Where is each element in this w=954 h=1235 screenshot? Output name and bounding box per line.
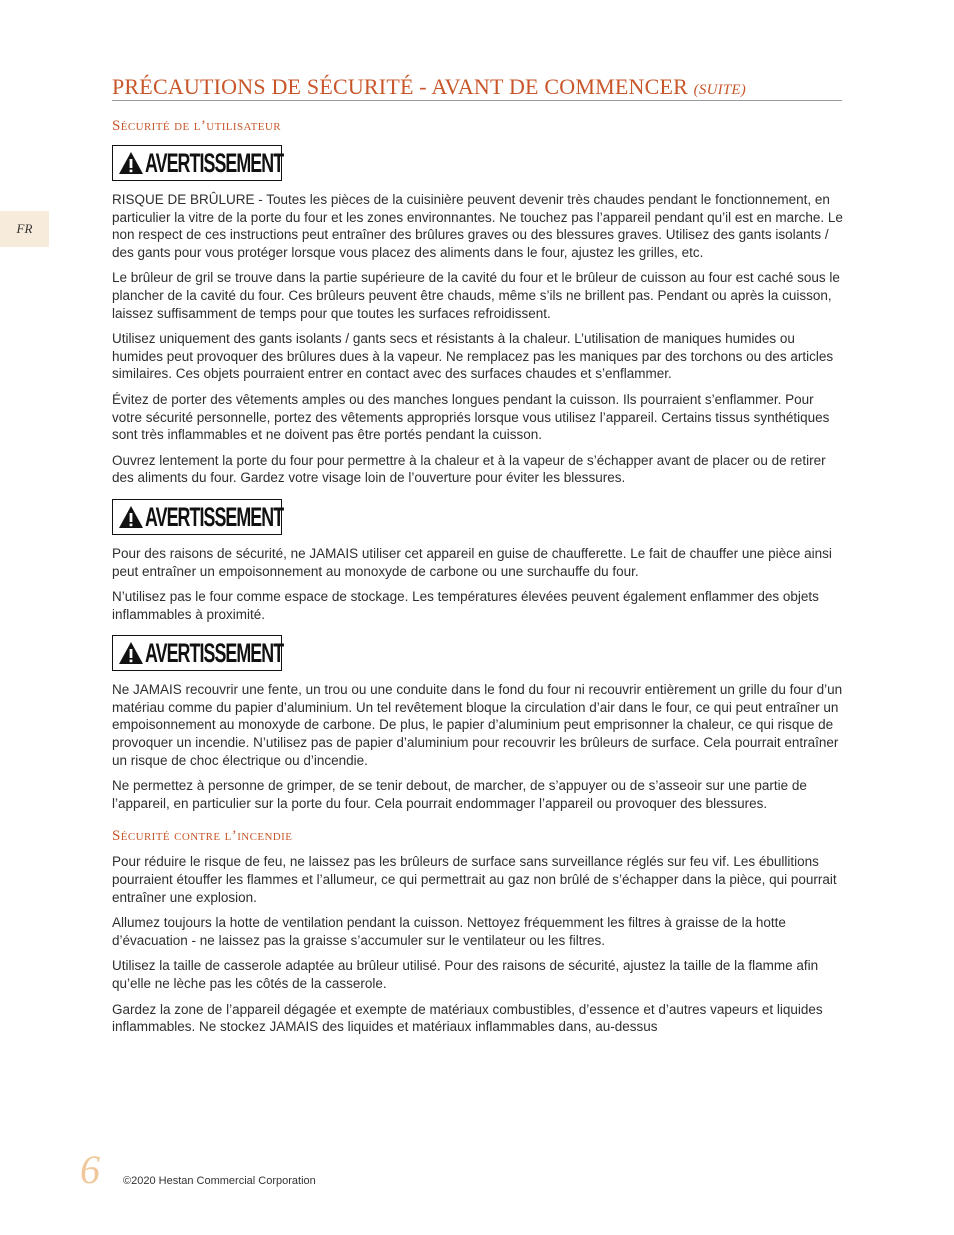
- warning-triangle-icon: [118, 641, 144, 665]
- warning-label: AVERTISSEMENT: [145, 501, 284, 532]
- warning-box: [112, 635, 282, 671]
- paragraph: Pour réduire le risque de feu, ne laissez pas les brûleurs de surface sans surveillance réglés sur feu vif. Les ébullitions pourraient étouffer les flammes et l’allumeur, ce qui permettrait au gaz non brûlé de s’échapper dans la pièce, qui pourrait entraîner une explosion.: [112, 854, 837, 905]
- warning-box: [112, 145, 282, 181]
- warning-label: AVERTISSEMENT: [145, 148, 284, 178]
- page-title-suffix: (SUITE): [693, 82, 746, 98]
- main-content: [112, 118, 844, 1044]
- paragraph: Gardez la zone de l’appareil dégagée et exempte de matériaux combustibles, d’essence et d’autres vapeurs et liquides inflammables. Ne stockez JAMAIS des liquides et matériaux inflammables dans, au-dessus: [112, 1001, 823, 1035]
- warning-triangle-icon: [118, 151, 144, 175]
- paragraph: Ne permettez à personne de grimper, de se tenir debout, de marcher, de s’appuyer ou de s’asseoir sur une partie de l’appareil, en particulier sur la porte du four. Cela pourrait endommager l’appareil ou provoquer des blessures.: [112, 778, 807, 811]
- paragraph: Allumez toujours la hotte de ventilation pendant la cuisson. Nettoyez fréquemment les filtres à graisse de la hotte d’évacuation - ne laissez pas la graisse s’accumuler sur le ventilateur ou les filtres.: [112, 915, 786, 948]
- page-title-text: PRÉCAUTIONS DE SÉCURITÉ - AVANT DE COMMENCER: [112, 74, 688, 99]
- paragraph: Le brûleur de gril se trouve dans la partie supérieure de la cavité du four et le brûleur de cuisson au four est caché sous le plancher de la cavité du four. Ces brûleurs peuvent être chauds, même s’ils ne brillent pas. Pendant ou après la cuisson, laissez suffisamment de temps pour que toutes les surfaces refroidissent.: [112, 270, 840, 321]
- title-rule: [112, 100, 842, 101]
- paragraph: Utilisez uniquement des gants isolants / gants secs et résistants à la chaleur. L’utilisation de maniques humides ou humides peut provoquer des brûlures dues à la vapeur. Ne remplacez pas les maniques par des torchons ou des articles similaires. Ces objets pourraient entrer en contact avec des surfaces chaudes et s’enflammer.: [112, 331, 834, 382]
- warning-box: [112, 499, 282, 535]
- section-heading-user-safety: Sécurité de l’utilisateur: [112, 118, 281, 134]
- paragraph: Utilisez la taille de casserole adaptée au brûleur utilisé. Pour des raisons de sécurité, ajustez la taille de la flamme afin qu’elle ne lèche pas les côtés de la casserole.: [112, 958, 819, 991]
- copyright-notice: ©2020 Hestan Commercial Corporation: [123, 1175, 316, 1187]
- paragraph: Ne JAMAIS recouvrir une fente, un trou ou une conduite dans le fond du four ni recouvrir entièrement un grille du four d’un matériau comme du papier d’aluminium. Un tel revêtement bloque la circulation d’air dans le four, ce qui peut entraîner un empoisonnement au monoxyde de carbone. De plus, le papier d’aluminium peut emprisonner la chaleur, ce qui risque de provoquer un incendie. N’utilisez pas de papier d’aluminium pour recouvrir les brûleurs de surface. Cela pourrait entraîner un risque de choc électrique ou d’incendie.: [112, 682, 843, 768]
- paragraph: Pour des raisons de sécurité, ne JAMAIS utiliser cet appareil en guise de chaufferette. Le fait de chauffer une pièce ainsi peut entraîner un empoisonnement au monoxyde de carbone ou une surchauffe du four.: [112, 545, 832, 579]
- page-title: [112, 74, 840, 100]
- language-tab: FR: [0, 211, 49, 247]
- warning-triangle-icon: [118, 505, 144, 529]
- section-heading-fire-safety: Sécurité contre l’incendie: [112, 828, 293, 845]
- warning-label: AVERTISSEMENT: [145, 638, 284, 669]
- paragraph: Évitez de porter des vêtements amples ou des manches longues pendant la cuisson. Ils pourraient s’enflammer. Pour votre sécurité personnelle, portez des vêtements appropriés lorsque vous utilisez l’appareil. Certains tissus synthétiques sont très inflammables et ne doivent pas être portés pendant la cuisson.: [112, 391, 830, 443]
- paragraph: Ouvrez lentement la porte du four pour permettre à la chaleur et à la vapeur de s’échapper avant de placer ou de retirer des aliments du four. Gardez votre visage loin de l’ouverture pour éviter les blessures.: [112, 452, 826, 486]
- paragraph: N’utilisez pas le four comme espace de stockage. Les températures élevées peuvent également enflammer des objets inflammables à proximité.: [112, 589, 819, 622]
- page-number: 6: [80, 1147, 100, 1192]
- paragraph: RISQUE DE BRÛLURE - Toutes les pièces de la cuisinière peuvent devenir très chaudes pendant le fonctionnement, en particulier la vitre de la porte du four et les zones environnantes. Ne touchez pas l’appareil pendant qu’il est en marche. Le non respect de ces instructions peut entraîner des brûlures graves ou des blessures graves. Utilisez des gants isolants / des gants pour vous protéger lorsque vous placez des aliments dans le four, ajustez les grilles, etc.: [112, 192, 843, 260]
